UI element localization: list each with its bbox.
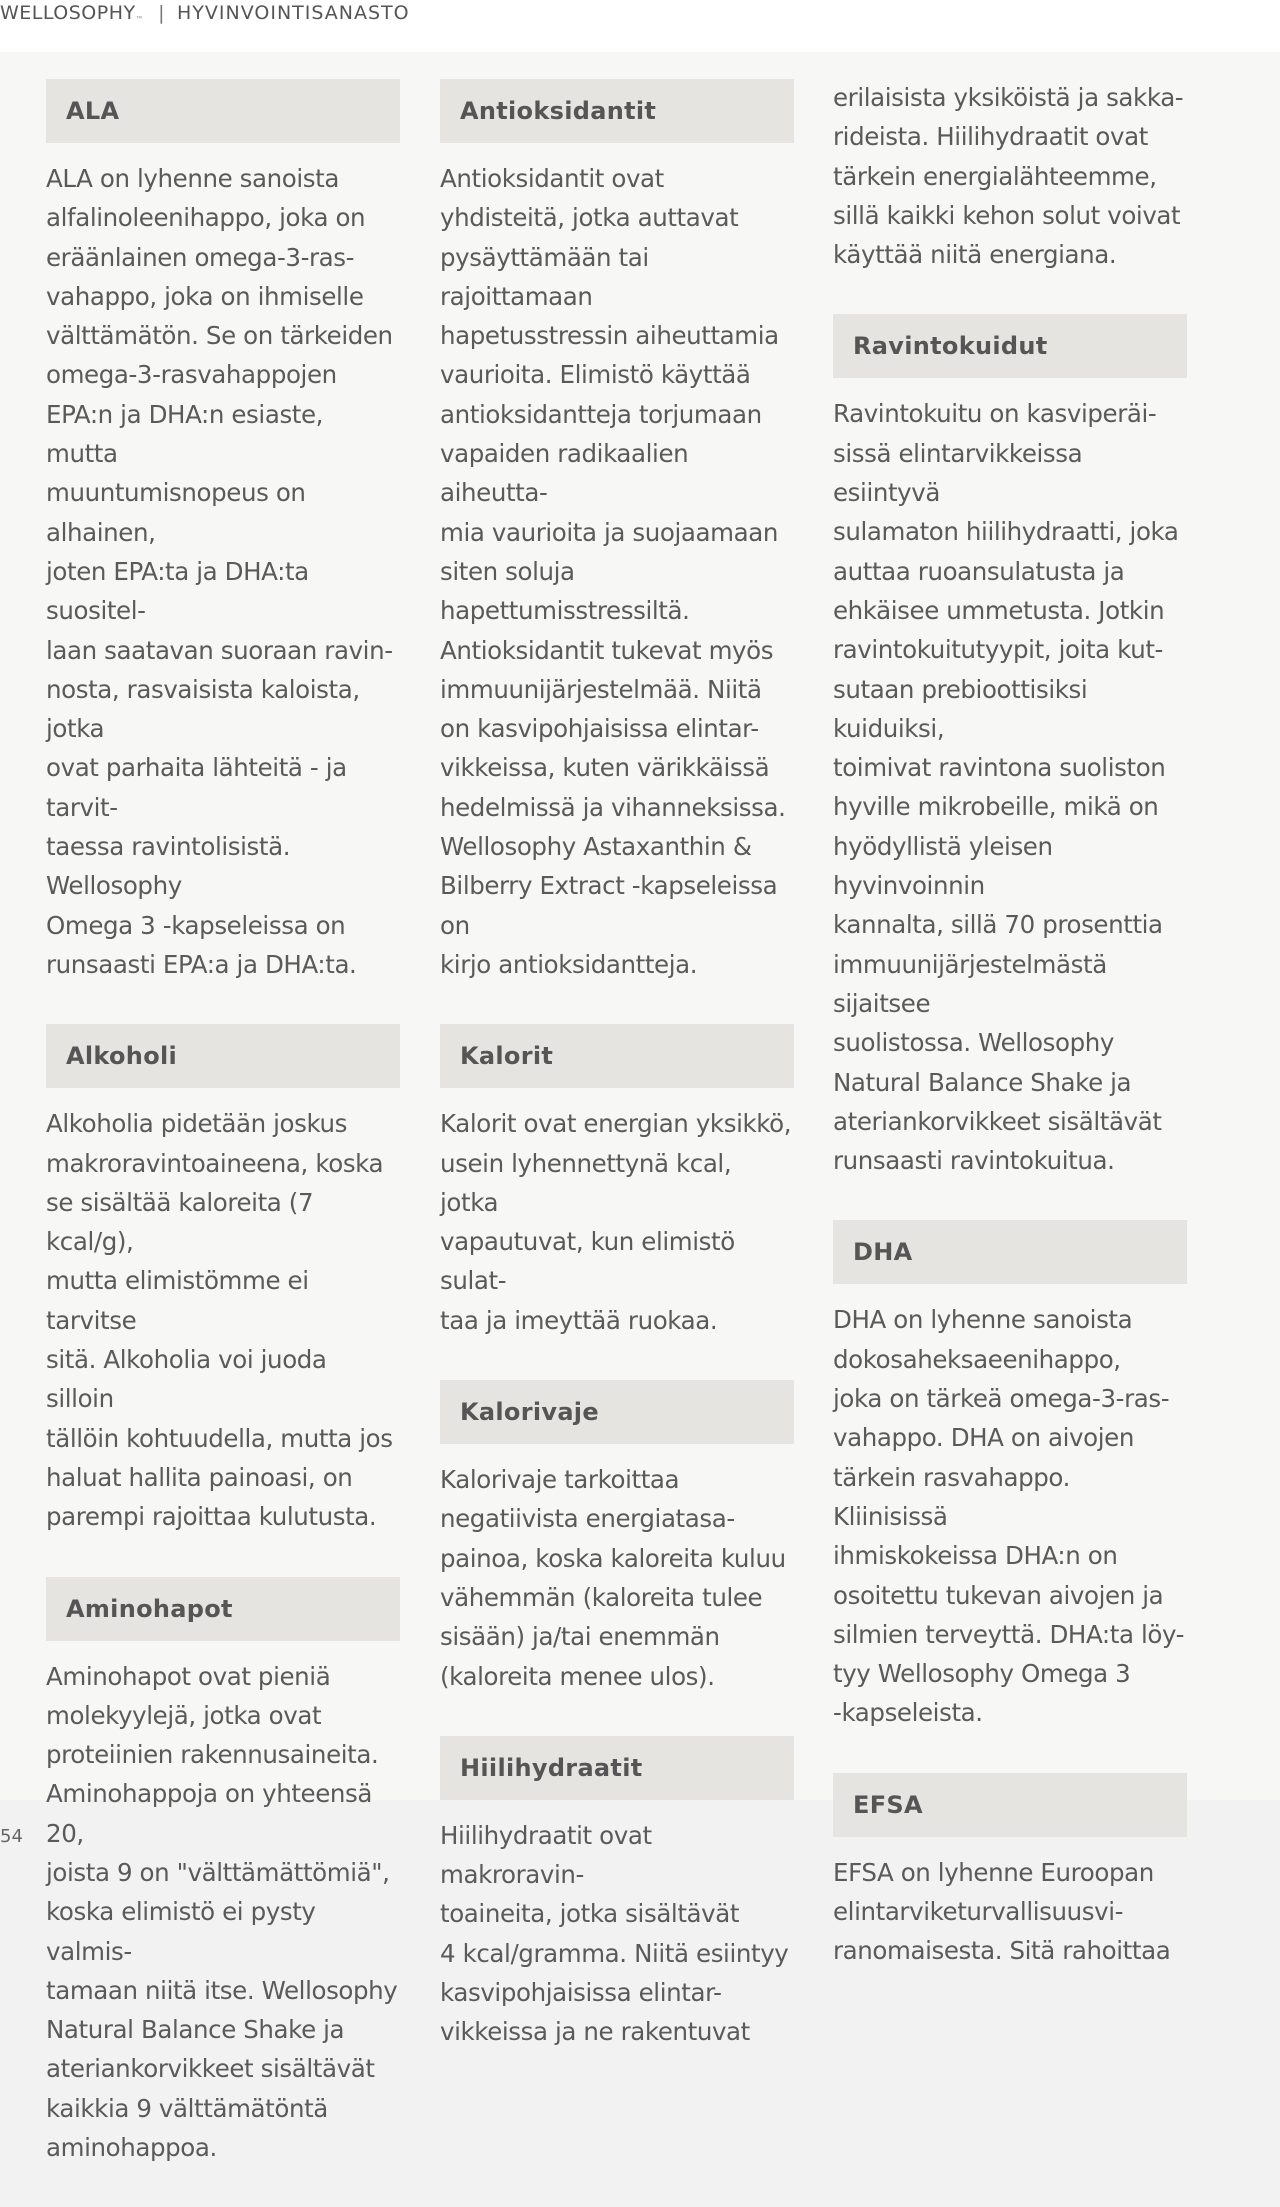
- term-definition-ala: ALA on lyhenne sanoista alfalinoleenihappo, joka on eräänlainen omega-3-ras- vahappo, joka on ihmiselle välttämätön. Se on tärkeiden omega-3-rasvahappojen EPA:n ja DHA:n esiaste, mutta muuntumisnopeus on alhainen, joten EPA:ta ja DHA:ta suositel- laan saatavan suoraan ravin- nosta, rasvaisista kaloista, jotka ovat parhaita lähteitä - ja tarvit- taessa ravintolisistä. Wellosophy Omega 3 -kapseleissa on runsaasti EPA:a ja DHA:ta.: [46, 164, 393, 979]
- term-definition-alkoholi: Alkoholia pidetään joskus makroravintoaineena, koska se sisältää kaloreita (7 kcal/g), mutta elimistömme ei tarvitse sitä. Alkoholia voi juoda silloin tällöin kohtuudella, mutta jos haluat hallita painoasi, on parempi rajoittaa kulutusta.: [46, 1109, 393, 1532]
- term-heading-ala: ALA: [46, 79, 400, 143]
- brand-logo: WELLOSOPHY: [0, 2, 136, 24]
- term-heading-antioksidantit: Antioksidantit: [440, 79, 794, 143]
- term-definition-antioksidantit: Antioksidantit ovat yhdisteitä, jotka auttavat pysäyttämään tai rajoittamaan hapetusstressin aiheuttamia vaurioita. Elimistö käyttää antioksidantteja torjumaan vapaiden radikaalien aiheutta- mia vaurioita ja suojaamaan siten soluja hapettumisstressiltä. Antioksidantit tukevat myös immuunijärjestelmää. Niitä on kasvipohjaisissa elintar- vikkeissa, kuten värikkäissä hedelmissä ja vihanneksissa. Wellosophy Astaxanthin & Bilberry Extract -kapseleissa on kirjo antioksidantteja.: [440, 164, 786, 979]
- term-definition-kalorivaje: Kalorivaje tarkoittaa negatiivista energiatasa- painoa, koska kaloreita kuluu vähemmän (kaloreita tulee sisään) ja/tai enemmän (kaloreita menee ulos).: [440, 1465, 786, 1691]
- top-bar: [0, 0, 1280, 52]
- term-heading-kalorit: Kalorit: [440, 1024, 794, 1088]
- section-title: HYVINVOINTISANASTO: [177, 2, 410, 24]
- term-heading-dha: DHA: [833, 1220, 1187, 1284]
- column-2: [440, 79, 794, 2092]
- term-heading-aminohapot: Aminohapot: [46, 1577, 400, 1641]
- trademark-symbol: ™: [135, 15, 145, 24]
- header-separator: |: [158, 2, 166, 24]
- column-3: [833, 78, 1187, 2011]
- column-1: [46, 79, 400, 2207]
- term-definition-dha: DHA on lyhenne sanoista dokosaheksaeenihappo, joka on tärkeä omega-3-ras- vahappo. DHA on aivojen tärkein rasvahappo. Kliinisissä ihmiskokeissa DHA:n on osoitettu tukevan aivojen ja silmien terveyttä. DHA:ta löy- tyy Wellosophy Omega 3 -kapseleista.: [833, 1305, 1185, 1728]
- term-heading-ravintokuidut: Ravintokuidut: [833, 314, 1187, 378]
- term-definition-hiilihydraatit: Hiilihydraatit ovat makroravin- toaineita, jotka sisältävät 4 kcal/gramma. Niitä esiintyy kasvipohjaisissa elintar- vikkeissa ja ne rakentuvat: [440, 1820, 789, 2047]
- term-definition-ravintokuidut: Ravintokuitu on kasviperäi- sissä elintarvikkeissa esiintyvä sulamaton hiilihydraatti, joka auttaa ruoansulatusta ja ehkäisee ummetusta. Jotkin ravintokuitutyypit, joita kut- sutaan prebioottisiksi kuiduiksi, toimivat ravintona suoliston hyville mikrobeille, mikä on hyödyllistä yleisen hyvinvoinnin kannalta, sillä 70 prosenttia immuunijärjestelmästä sijaitsee suolistossa. Wellosophy Natural Balance Shake ja ateriankorvikkeet sisältävät runsaasti ravintokuitua.: [833, 399, 1179, 1176]
- term-heading-alkoholi: Alkoholi: [46, 1024, 400, 1088]
- term-definition-efsa: EFSA on lyhenne Euroopan elintarviketurvallisuusvi- ranomaisesta. Sitä rahoittaa: [833, 1857, 1171, 1966]
- term-definition-aminohapot: Aminohapot ovat pieniä molekyylejä, jotka ovat proteiinien rakennusaineita. Aminohappoja on yhteensä 20, joista 9 on "välttämättömiä", koska elimistö ei pysty valmis- tamaan niitä itse. Wellosophy Natural Balance Shake ja ateriankorvikkeet sisältävät kaikkia 9 välttämätöntä aminohappoa.: [46, 1661, 398, 2163]
- term-definition-kalorit: Kalorit ovat energian yksikkö, usein lyhennettynä kcal, jotka vapautuvat, kun elimistö sulat- taa ja imeyttää ruokaa.: [440, 1109, 792, 1335]
- page-number: 54: [0, 1826, 23, 1847]
- brand-header: [0, 2, 410, 24]
- term-heading-kalorivaje: Kalorivaje: [440, 1380, 794, 1444]
- term-heading-efsa: EFSA: [833, 1773, 1187, 1837]
- continued-definition-hiilihydraatit: erilaisista yksiköistä ja sakka- rideista. Hiilihydraatit ovat tärkein energialähteemme, sillä kaikki kehon solut voivat käyttää niitä energiana.: [833, 83, 1184, 270]
- term-heading-hiilihydraatit: Hiilihydraatit: [440, 1736, 794, 1800]
